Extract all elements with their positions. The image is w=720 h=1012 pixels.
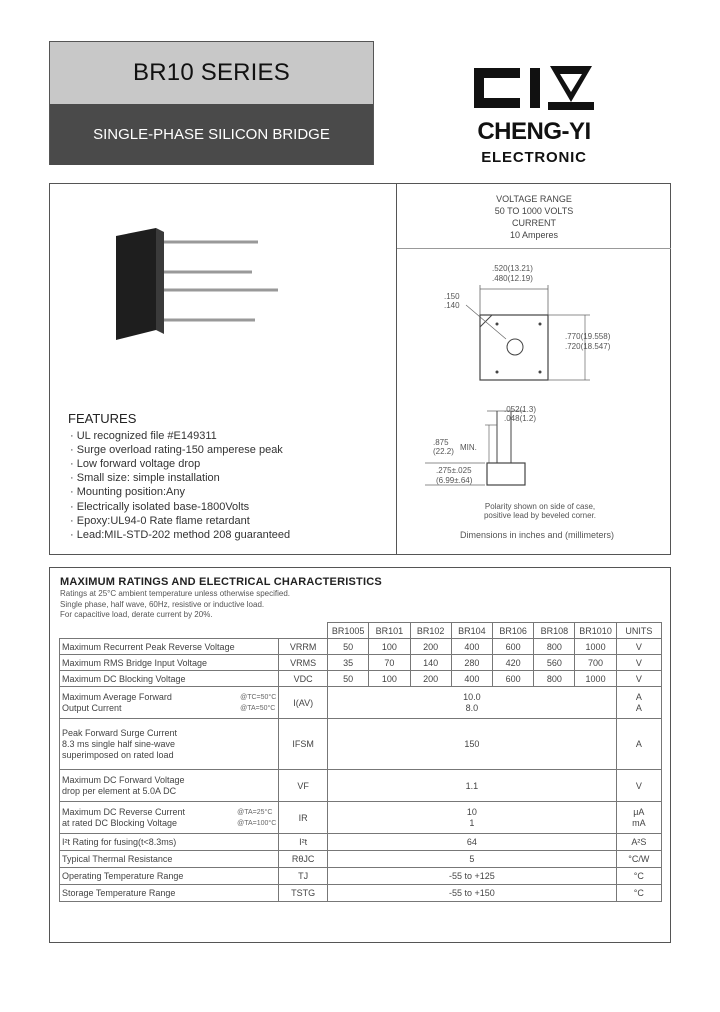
brand-logo-icon xyxy=(468,58,598,116)
brand-name: CHENG-YI xyxy=(477,118,591,145)
header-br1010: BR1010 xyxy=(575,623,616,639)
row-label: Typical Thermal Resistance xyxy=(60,851,279,868)
unit-line: A xyxy=(635,691,642,702)
row-unit xyxy=(616,687,661,719)
cell: 35 xyxy=(328,655,369,671)
spec-divider xyxy=(397,248,671,249)
row-symbol: RθJC xyxy=(279,851,328,868)
cell: 400 xyxy=(451,671,492,687)
cell: 600 xyxy=(492,639,533,655)
cell: 50 xyxy=(328,671,369,687)
value-line: 8.0 xyxy=(465,702,479,713)
row-label: Maximum Recurrent Peak Reverse Voltage xyxy=(60,639,279,655)
row-unit: °C xyxy=(616,885,661,902)
table-header-row xyxy=(60,623,662,639)
height-min-dim: .720(18.547) xyxy=(565,342,611,351)
row-label: Storage Temperature Range xyxy=(60,885,279,902)
row-unit: V xyxy=(616,655,661,671)
polarity-note-1: Polarity shown on side of case, xyxy=(484,502,596,511)
condition-line: @TA=100°C xyxy=(237,819,277,827)
cell: 800 xyxy=(534,639,575,655)
table-row xyxy=(60,851,662,868)
cell: 100 xyxy=(369,671,410,687)
cell: 1000 xyxy=(575,671,616,687)
table-row xyxy=(60,655,662,671)
merged-cell: 1.1 xyxy=(328,770,617,802)
unit-line: μA xyxy=(633,806,645,817)
header-br101: BR101 xyxy=(369,623,410,639)
row-symbol: VRRM xyxy=(279,639,328,655)
row-symbol: VDC xyxy=(279,671,328,687)
voltage-range-value: 50 TO 1000 VOLTS xyxy=(494,206,574,216)
feature-item: · Lead:MIL-STD-202 method 208 guaranteed xyxy=(70,529,291,541)
feature-item: · UL recognized file #E149311 xyxy=(70,430,217,442)
cell: 400 xyxy=(451,639,492,655)
current-label: CURRENT xyxy=(512,218,556,228)
cell: 200 xyxy=(410,671,451,687)
min-label: MIN. xyxy=(460,443,477,452)
table-row xyxy=(60,834,662,851)
lead-length-mm-dim: (22.2) xyxy=(433,447,454,456)
cell: 700 xyxy=(575,655,616,671)
row-unit: °C xyxy=(616,868,661,885)
cell: 280 xyxy=(451,655,492,671)
subtitle-banner xyxy=(50,104,373,165)
value-line: 10 xyxy=(466,806,477,817)
hole-min-dim: .140 xyxy=(444,301,460,310)
table-row xyxy=(60,671,662,687)
polarity-note-2: positive lead by beveled corner. xyxy=(483,511,597,520)
hole-max-dim: .150 xyxy=(444,292,460,301)
header-br1005: BR1005 xyxy=(328,623,369,639)
voltage-range-label: VOLTAGE RANGE xyxy=(496,194,572,204)
row-label: Maximum DC Blocking Voltage xyxy=(60,671,279,687)
feature-item: · Small size: simple installation xyxy=(70,472,220,484)
cell: 140 xyxy=(410,655,451,671)
dimension-units-note: Dimensions in inches and (millimeters) xyxy=(459,530,615,540)
header-br108: BR108 xyxy=(534,623,575,639)
value-line: 1 xyxy=(469,817,475,828)
ratings-note-2: Single phase, half wave, 60Hz, resistive or inductive load. xyxy=(60,600,265,609)
bridge-rectifier-photo-icon xyxy=(110,222,285,347)
table-row xyxy=(60,802,662,834)
ratings-note-3: For capacitive load, derate current by 20%. xyxy=(60,610,213,619)
cell: 100 xyxy=(369,639,410,655)
label-line: at rated DC Blocking Voltage xyxy=(62,817,178,828)
label-line: Maximum DC Forward Voltage xyxy=(62,774,185,785)
lead-max-dim: .052(1.3) xyxy=(504,405,537,414)
cell: 420 xyxy=(492,655,533,671)
cell: 50 xyxy=(328,639,369,655)
feature-item: · Epoxy:UL94-0 Rate flame retardant xyxy=(70,515,250,527)
ratings-note-1: Ratings at 25°C ambient temperature unless otherwise specified. xyxy=(60,589,290,598)
brand-subname: ELECTRONIC xyxy=(481,149,587,166)
product-subtitle: SINGLE-PHASE SILICON BRIDGE xyxy=(93,126,330,143)
unit-line: A xyxy=(635,702,642,713)
ratings-title: MAXIMUM RATINGS AND ELECTRICAL CHARACTERISTICS xyxy=(60,576,382,588)
row-label: Operating Temperature Range xyxy=(60,868,279,885)
title-box xyxy=(49,41,374,165)
merged-cell: 150 xyxy=(328,719,617,770)
row-unit: °C/W xyxy=(616,851,661,868)
row-unit: V xyxy=(616,671,661,687)
row-unit xyxy=(616,802,661,834)
label-line: Maximum DC Reverse Current xyxy=(62,806,186,817)
header-units: UNITS xyxy=(616,623,661,639)
feature-item: · Electrically isolated base-1800Volts xyxy=(70,501,250,513)
table-row xyxy=(60,885,662,902)
table-row xyxy=(60,719,662,770)
row-symbol: I²t xyxy=(279,834,328,851)
cell: 200 xyxy=(410,639,451,655)
series-banner xyxy=(50,42,373,104)
row-unit: V xyxy=(616,639,661,655)
row-symbol: VF xyxy=(279,770,328,802)
current-value: 10 Amperes xyxy=(509,230,559,240)
cell: 800 xyxy=(534,671,575,687)
header-br106: BR106 xyxy=(492,623,533,639)
table-row xyxy=(60,770,662,802)
row-symbol: I(AV) xyxy=(279,687,328,719)
label-line: Output Current xyxy=(62,702,122,713)
lead-min-dim: .048(1.2) xyxy=(504,414,537,423)
row-unit: A xyxy=(616,719,661,770)
row-unit: A²S xyxy=(616,834,661,851)
label-line: drop per element at 5.0A DC xyxy=(62,785,177,796)
label-line: Peak Forward Surge Current xyxy=(62,727,178,738)
body-mm-dim: (6.99±.64) xyxy=(436,476,473,485)
merged-cell: 5 xyxy=(328,851,617,868)
row-symbol: TSTG xyxy=(279,885,328,902)
condition-line: @TC=50°C xyxy=(240,693,277,701)
merged-cell: -55 to +125 xyxy=(328,868,617,885)
feature-item: · Mounting position:Any xyxy=(70,486,185,498)
series-title: BR10 SERIES xyxy=(133,59,290,86)
row-label xyxy=(60,719,279,770)
row-symbol: VRMS xyxy=(279,655,328,671)
row-label xyxy=(60,687,279,719)
row-symbol: TJ xyxy=(279,868,328,885)
condition-line: @TA=50°C xyxy=(240,704,276,712)
feature-item: · Low forward voltage drop xyxy=(70,458,201,470)
row-label: Maximum RMS Bridge Input Voltage xyxy=(60,655,279,671)
label-line: 8.3 ms single half sine-wave xyxy=(62,738,176,749)
row-symbol: IFSM xyxy=(279,719,328,770)
label-line: superimposed on rated load xyxy=(62,749,174,760)
height-max-dim: .770(19.558) xyxy=(565,332,611,341)
merged-cell: 64 xyxy=(328,834,617,851)
header-br102: BR102 xyxy=(410,623,451,639)
row-symbol: IR xyxy=(279,802,328,834)
row-label xyxy=(60,770,279,802)
width-min-dim: .480(12.19) xyxy=(492,274,533,283)
cell: 1000 xyxy=(575,639,616,655)
ratings-table xyxy=(59,622,662,902)
cell: 560 xyxy=(534,655,575,671)
table-row xyxy=(60,639,662,655)
merged-cell xyxy=(328,802,617,834)
label-line: Maximum Average Forward xyxy=(62,691,172,702)
merged-cell xyxy=(328,687,617,719)
value-line: 10.0 xyxy=(463,691,481,702)
row-label xyxy=(60,802,279,834)
row-unit: V xyxy=(616,770,661,802)
header-br104: BR104 xyxy=(451,623,492,639)
cell: 70 xyxy=(369,655,410,671)
unit-line: mA xyxy=(632,817,646,828)
feature-item: · Surge overload rating-150 amperese peak xyxy=(70,444,283,456)
table-row xyxy=(60,687,662,719)
cell: 600 xyxy=(492,671,533,687)
table-row xyxy=(60,868,662,885)
condition-line: @TA=25°C xyxy=(237,808,273,816)
width-max-dim: .520(13.21) xyxy=(492,264,533,273)
lead-length-dim: .875 xyxy=(433,438,449,447)
merged-cell: -55 to +150 xyxy=(328,885,617,902)
body-dim: .275±.025 xyxy=(436,466,472,475)
row-label: I²t Rating for fusing(t<8.3ms) xyxy=(60,834,279,851)
features-title: FEATURES xyxy=(68,411,137,426)
